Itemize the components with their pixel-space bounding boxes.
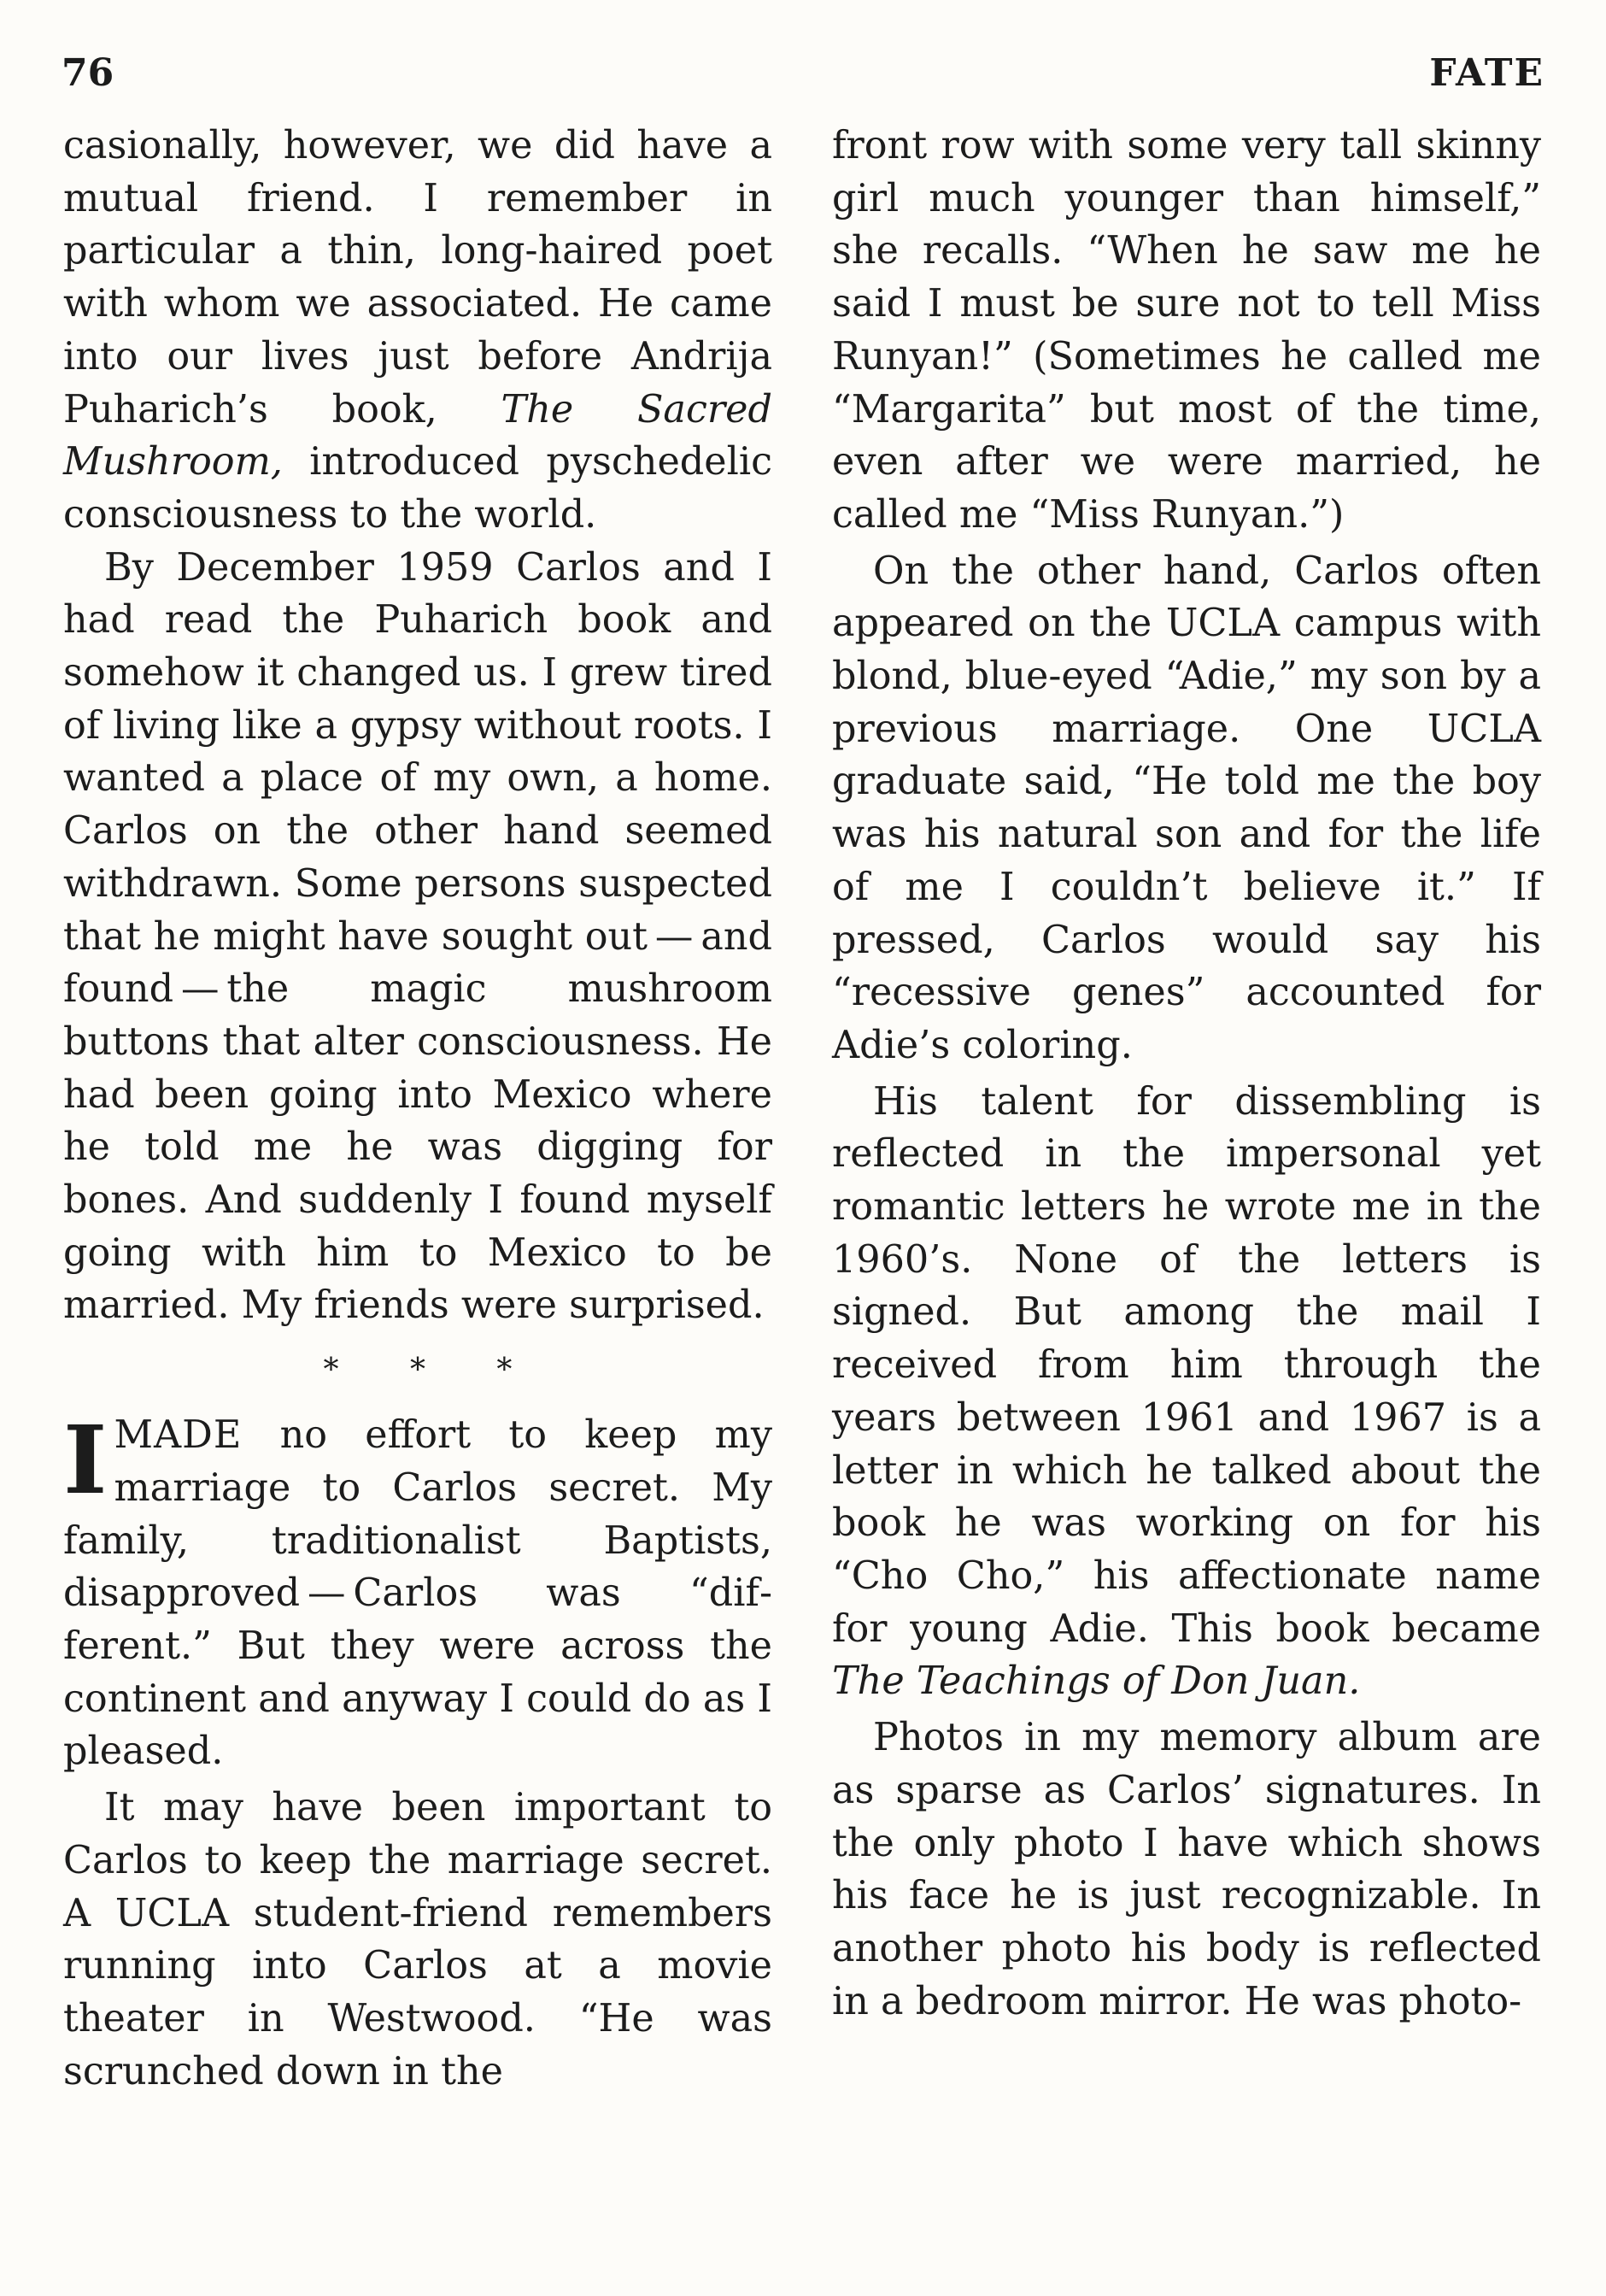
- paragraph-text: no effort to keep my marriage to Carlos secret. My family, traditionalist Baptists, disapproved — Carlos was “different.” But they were across the continent and anyway I could do as I pleased.: [63, 1413, 772, 1774]
- paragraph: Photos in my memory album are as sparse as Carlos’ signatures. In the only photo I have which shows his face he is just recognizable. In another photo his body is reflected in a bedroom mirror. He was photo-: [832, 1716, 1541, 2023]
- paragraph: By December 1959 Carlos and I had read the Puharich book and somehow it changed us. I grew tired of living like a gypsy without roots. I wanted a place of my own, a home. Carlos on the other hand seemed withdrawn. Some persons suspected that he might have sought out — and found — the magic mushroom buttons that alter consciousness. He had been going into Mexico where he told me he was digging for bones. And suddenly I found myself going with him to Mexico to be married. My friends were surprised.: [63, 545, 772, 1328]
- section-separator: * * *: [323, 1353, 543, 1389]
- section-opening-paragraph: [63, 1405, 772, 1778]
- drop-cap: I: [63, 1405, 108, 1516]
- running-head: FATE: [1429, 51, 1544, 95]
- paragraph: [832, 1076, 1541, 1708]
- page-header: [62, 48, 1544, 99]
- paragraph: It may have been important to Carlos to keep the marriage secret. A UCLA student-friend remembers running into Carlos at a movie theater in Westwood. “He was scrunched down in the: [63, 1786, 772, 2093]
- paragraph-text: introduced pyschedelic consciousness to the world.: [63, 440, 772, 537]
- left-column: [63, 120, 772, 2098]
- paragraph-text: His talent for dissembling is reflected in the impersonal yet romantic letters he wrote me in the 1960’s. None of the letters is signed. But among the mail I received from him through the years between 1961 and 1967 is a letter in which he talked about the book he was working on for his “Cho Cho,” his affectionate name for young Adie. This book became: [832, 1079, 1541, 1651]
- paragraph-text: casionally, however, we did have a mutual friend. I remember in particular a thin, long-haired poet with whom we associated. He came into our lives just before Andrija Puharich’s book,: [63, 124, 772, 432]
- lead-in-word: MADE: [114, 1413, 243, 1458]
- right-column: [832, 120, 1541, 2028]
- book-title: The Sacred Mushroom,: [63, 387, 772, 484]
- paragraph-continued: front row with some very tall skinny girl much younger than himself,” she recalls. “When he saw me he said I must be sure not to tell Miss Runyan!” (Sometimes he called me “Margarita” but most of the time, even after we were married, he called me “Miss Runyan.”): [832, 124, 1541, 537]
- paragraph-continued: [63, 120, 772, 542]
- page-number: 76: [62, 51, 114, 95]
- paragraph: On the other hand, Carlos often appeared on the UCLA campus with blond, blue-eyed “Adie,” my son by a previous marriage. One UCLA graduate said, “He told me the boy was his natural son and for the life of me I couldn’t believe it.” If pressed, Carlos would say his “recessive genes” accounted for Adie’s coloring.: [832, 549, 1541, 1067]
- book-title: The Teachings of Don Juan.: [832, 1659, 1361, 1704]
